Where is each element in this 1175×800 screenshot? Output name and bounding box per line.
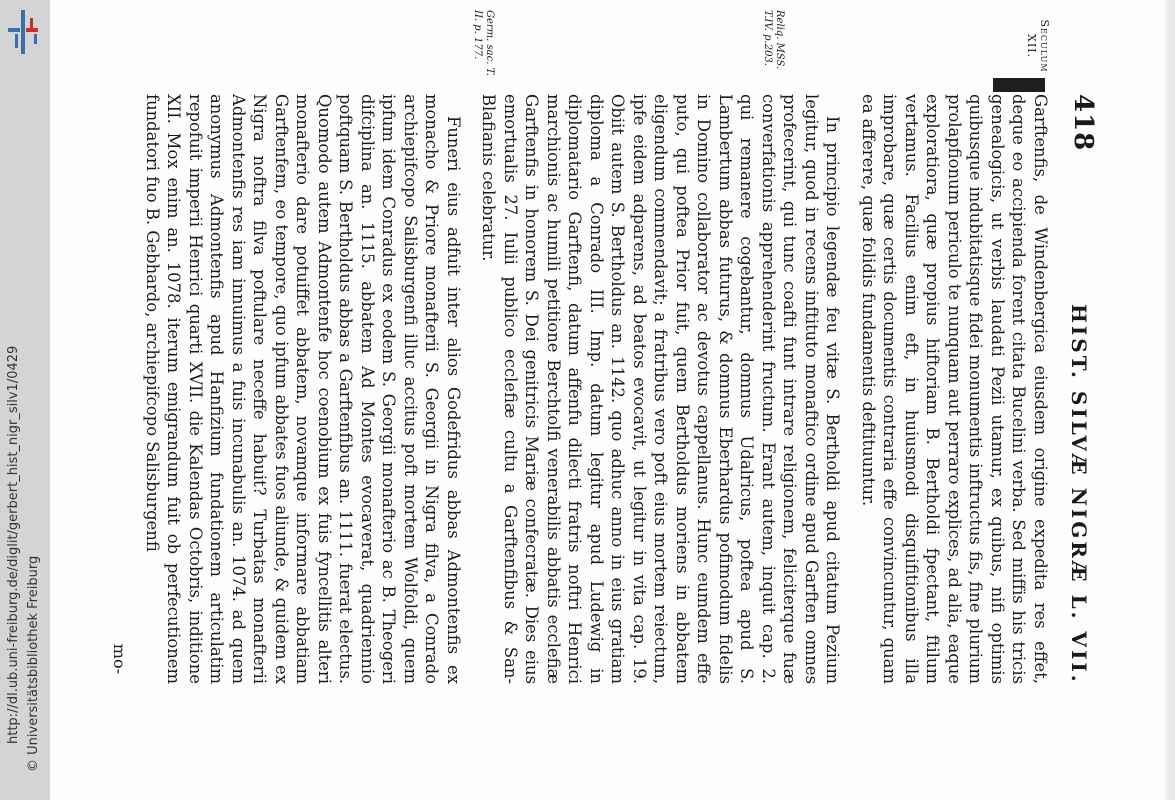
rail-copyright: © Universitätsbibliothek Freiburg: [26, 555, 41, 772]
page-body: [142, 94, 1052, 684]
saeculum-number: XII.: [1025, 33, 1038, 59]
catchword: mo-: [110, 643, 130, 674]
paragraph: Funeri eius adfuit inter alios Godefridus abbas Admontenfis ex monacho & Priore monafterii S. Georgii in Nigra filva, a Conrado archiepifcopo Salisburgenfi illuc accitus poft mortem Wolfoldi, quem ipfum idem Conradus ex eodem S. Georgii monafterio ac B. Theogeri difciplina an. 1115. abbatem Ad Montes evocaverat, quadriennio poftquam S. Bertholdus abbas a Garftenfibus an. 1111. fuerat electus. Quomodo autem Admontenfe hoc coenobium ex fuis fyncellitis alteri monafterio dare potuiffet abbatem, novamque informare abbatiam Garftenfem, eo tempore, quo ipfum abbates fuos aliunde, & quidem ex Nigra noftra filva poftulare neceffe habuit? Turbatas monafterii Admontenfis res iam innuimus a fuis incunabulis an. 1074. ad quem anonymus Admontenfis apud Hanfizium fundationem articulatim repofuit imperii Henrici quarti XVII. die Kalendas Octobris, inditione XII. Mox enim an. 1078. iterum emigrandum fuit ob perfecutionem fundatori fuo B. Gebhardo, archiepifcopo Salisburgenfi: [143, 94, 463, 684]
library-logo-icon: [6, 8, 42, 56]
saeculum-note: [1025, 10, 1051, 82]
paragraph: In principio legendæ feu vitæ S. Bertholdi apud citatum Pezium legitur, quod in recens inftituto monaftico ordine apud Garften omnes profecerint, qui tunc coafti funt intrare religionem, feliciterque fuæ converfationis apprehenderint fructum. Erant autem, inquit cap. 2. qui remanere cogebantur, domnus Udalricus, poftea apud S. Lambertum abbas futurus, & domnus Eberhardus pofimodum fidelis in Domino collaborator ac devotus cappellanus. Hunc eumdem effe puto, qui poftea Prior fuit, quem Bertholdus moriens in abbatem eligendum commendavit; a fratribus vero poft eius mortem reiectum, ipfe eidem adparens, ad beatos evocavit, ut legitur in vita cap. 19. Obiit autem S. Bertholdus an. 1142. quo adhuc anno in eius gratiam diploma a Conrado III. Imp. datum legitur apud Ludewig in diplomatario Garftenfi, datum affenfu dilecti fratris noftri Henrici marchionis ac humili petitione Berchtolfi venerabilis abbatis ecclefiæ Garftenfis in honorem S. Dei genitricis Mariæ confecratæ. Dies eius emortualis 27. Iulii publico ecclefiæ cultu a Garftenfibus & San-Blafianis celebratur.: [479, 94, 843, 684]
printed-page: [95, 8, 1098, 688]
paragraph: Garftenfis, de Windenbergica eiusdem origine expedita res effet, deque eo accipienda forent citata Bucelini verba. Sed miffis his tricis genealogicis, ut verbis laudati Pezii utamur, ex quibus, nifi optimis quibusque indubitatisque fidei monumentis inftructus fis, fine plurium prolapfionum periculo te nunquam aut perraro explices, ad alia, eaque exploratiora, quæ propius hiftoriam B. Bertholdi fpectant, ftilum vertamus. Facilius enim eft, in huiusmodi disquifitionibus illa improbare, quæ certis documentis contraria effe convincuntur, quam ea afferere, quæ folidis fundamentis deftituuntur.: [859, 94, 1050, 684]
page-edge: [1165, 0, 1175, 800]
left-rail: [0, 0, 50, 800]
page-scan: [50, 0, 1175, 800]
saeculum-label: Seculum: [1038, 19, 1051, 73]
rail-caption: [0, 345, 50, 772]
margin-note-reliq: Reliq. MSS. T.IV. p.203.: [762, 10, 785, 70]
margin-note-germ: Germ. sac. T. II. p. 177.: [472, 10, 495, 76]
page-number: 418: [1068, 94, 1098, 152]
page-header: [1051, 94, 1098, 688]
running-head: HIST. SILVÆ NIGRÆ L. VII.: [1067, 304, 1091, 685]
rail-url[interactable]: http://dl.ub.uni-freiburg.de/diglit/gerbert_hist_nigr_silv1/0429: [6, 345, 21, 744]
margin-marker: [993, 78, 1045, 92]
